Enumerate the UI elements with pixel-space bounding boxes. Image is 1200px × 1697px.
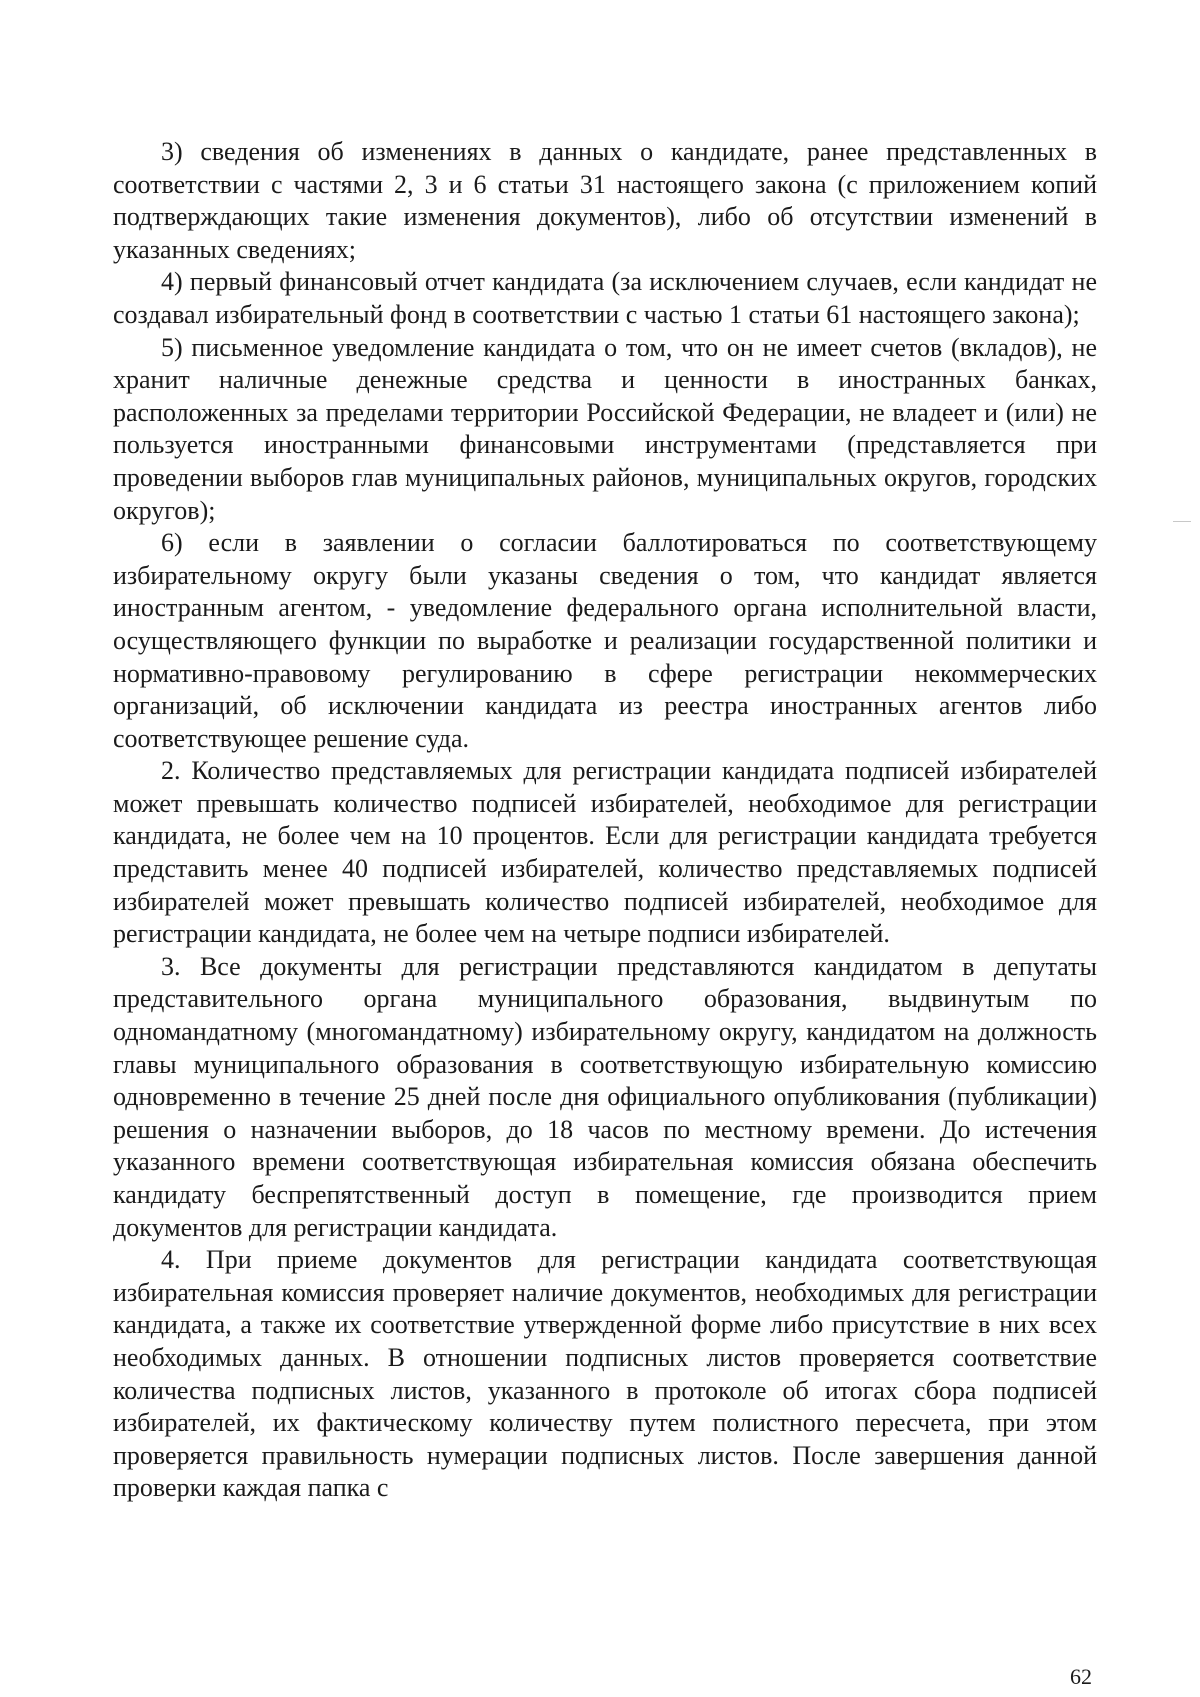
paragraph-part-4: 4. При приеме документов для регистрации кандидата соответствующая избирательная комиссия проверяет наличие документов, необходимых для регистрации кандидата, а также их соответствие утвержденной форме либо присутствие в них всех необходимых данных. В отношении подписных листов проверяется соответствие количества подписных листов, указанного в протоколе об итогах сбора подписей избирателей, их фактическому количеству путем полистного пересчета, при этом проверяется правильность нумерации подписных листов. После завершения данной проверки каждая папка с (113, 1245, 1097, 1503)
paragraph-part-2: 2. Количество представляемых для регистрации кандидата подписей избирателей может превышать количество подписей избирателей, необходимое для регистрации кандидата, не более чем на 10 процентов. Если для регистрации кандидата требуется представить менее 40 подписей избирателей, количество представляемых подписей избирателей может превышать количество подписей избирателей, необходимое для регистрации кандидата, не более чем на четыре подписи избирателей. (113, 756, 1097, 949)
scan-artifact-line (1173, 521, 1191, 522)
paragraph-item-3: 3) сведения об изменениях в данных о кандидате, ранее представленных в соответствии с частями 2, 3 и 6 статьи 31 настоящего закона (с приложением копий подтверждающих такие изменения документов), либо об отсутствии изменений в указанных сведениях; (113, 137, 1097, 264)
paragraph-item-6: 6) если в заявлении о согласии баллотироваться по соответствующему избирательному округу были указаны сведения о том, что кандидат является иностранным агентом, - уведомление федерального органа исполнительной власти, осуществляющего функции по выработке и реализации государственной политики и нормативно-правовому регулированию в сфере регистрации некоммерческих организаций, об исключении кандидата из реестра иностранных агентов либо соответствующее решение суда. (113, 528, 1097, 753)
paragraph-item-4: 4) первый финансовый отчет кандидата (за исключением случаев, если кандидат не создавал избирательный фонд в соответствии с частью 1 статьи 61 настоящего закона); (113, 267, 1097, 329)
page-number: 62 (1070, 1664, 1092, 1689)
paragraph-part-3: 3. Все документы для регистрации представляются кандидатом в депутаты представительного органа муниципального образования, выдвинутым по одномандатному (многомандатному) избирательному округу, кандидатом на должность главы муниципального образования в соответствующую избирательную комиссию одновременно в течение 25 дней после дня официального опубликования (публикации) решения о назначении выборов, до 18 часов по местному времени. До истечения указанного времени соответствующая избирательная комиссия обязана обеспечить кандидату беспрепятственный доступ в помещение, где производится прием документов для регистрации кандидата. (113, 951, 1097, 1242)
paragraph-item-5: 5) письменное уведомление кандидата о том, что он не имеет счетов (вкладов), не хранит наличные денежные средства и ценности в иностранных банках, расположенных за пределами территории Российской Федерации, не владеет и (или) не пользуется иностранными финансовыми инструментами (представляется при проведении выборов глав муниципальных районов, муниципальных округов, городских округов); (113, 332, 1097, 525)
document-body (113, 136, 1097, 1505)
